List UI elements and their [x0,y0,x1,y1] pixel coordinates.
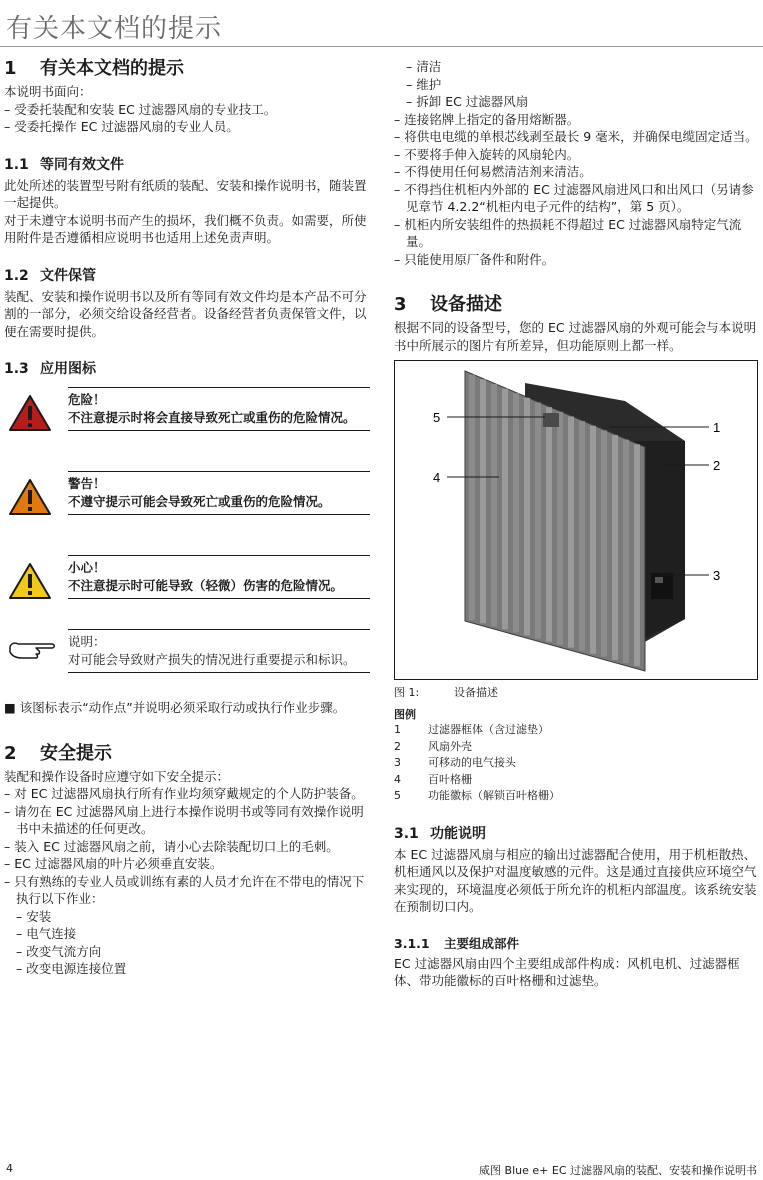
sub-list-item: – 改变电源连接位置 [16,961,127,976]
list-item: – 机柜内所安装组件的热损耗不得超过 EC 过滤器风扇特定气流量。 [394,216,742,249]
louvre-slat [546,407,552,641]
louvre-slat [579,421,585,651]
louvre-slat [612,435,618,660]
pointing-hand-icon [8,636,56,662]
legend-title: 图例 [394,708,416,721]
warning-title: 警告！ [68,476,106,491]
danger-warning-icon [8,394,52,432]
louvre-slat [513,393,519,632]
callout-5: 5 [433,410,441,425]
caution-text: 不注意提示时可能导致（轻微）伤害的危险情况。 [68,577,344,593]
louvre-slat [535,403,541,639]
section-3-heading: 3 设备描述 [394,294,502,315]
louvre-slat [568,416,574,647]
section-3-paragraph: 根据不同的设备型号，您的 EC 过滤器风扇的外观可能会与本说明书中所展示的图片有所差异，但功能原则上都一样。 [394,320,757,353]
figure-1-caption: 图 1: 设备描述 [394,686,498,699]
section-1-1-paragraph-2: 对于未遵守本说明书而产生的损坏，我们概不负责。如需要，所使用附件是否遵循相应说明书也适用上述免责声明。 [4,212,367,245]
list-item: – 请勿在 EC 过滤器风扇上进行本操作说明书或等同有效操作说明书中未描述的任何更改。 [4,803,364,836]
warning-text: 不遵守提示可能会导致死亡或重伤的危险情况。 [68,493,331,509]
section-1-list [4,101,370,136]
section-3-1-paragraph: 本 EC 过滤器风扇与相应的输出过滤器配合使用，用于机柜散热、机柜通风以及保护对温度敏感的元件。这是通过直接供应环境空气来实现的，环境温度必须低于所允许的机柜内部温度。该系统安装在预制切口内。 [394,846,757,914]
legend-row: 2 风扇外壳 [394,739,472,753]
action-point-description: ■ 该图标表示“动作点”并说明必须采取行动或执行作业步骤。 [4,700,346,715]
louvre-slat [502,389,508,630]
list-item: – 受委托操作 EC 过滤器风扇的专业人员。 [4,119,239,134]
section-3-1-heading: 3.1 功能说明 [394,825,486,842]
list-item: – 连接铭牌上指定的备用熔断器。 [394,111,580,127]
list-item: – 不得挡住机柜内外部的 EC 过滤器风扇进风口和出风口（另请参见章节 4.2.2“机柜内电子元件的结构”，第 5 页）。 [394,181,754,214]
louvre-slat [634,444,640,666]
louvre-slat [623,440,629,663]
warning-icon [8,478,52,516]
legend-row: 3 可移动的电气接头 [394,756,516,769]
sub-list-item: – 电气连接 [16,926,77,941]
sub-list-item: – 清洁 [406,59,442,74]
callout-1: 1 [713,420,721,435]
page-header-title: 有关本文档的提示 [6,14,223,44]
section-3-1-1-paragraph: EC 过滤器风扇由四个主要组成部件构成：风机电机、过滤器框体、带功能徽标的百叶格栅和过滤垫。 [394,955,740,988]
danger-text: 不注意提示时将会直接导致死亡或重伤的危险情况。 [68,409,356,425]
list-item: – 不得使用任何易燃清洁剂来清洁。 [394,164,592,179]
callout-3: 3 [713,568,721,583]
section-1-3-heading: 1.3 应用图标 [4,361,96,377]
list-item: – 只有熟练的专业人员或训练有素的人员才允许在不带电的情况下执行以下作业： [4,873,365,906]
callout-4: 4 [433,470,441,485]
section-1-1-paragraph-1: 此处所述的装置型号附有纸质的装配、安装和操作说明书，随装置一起提供。 [4,177,367,210]
sub-list-item: – 维护 [406,76,442,92]
danger-title: 危险！ [68,392,106,407]
callout-2: 2 [713,458,721,473]
section-2-list [4,785,370,978]
list-item: – EC 过滤器风扇的叶片必须垂直安装。 [4,856,223,871]
left-column [4,58,370,978]
section-2-list-continued [394,58,758,268]
list-item: – 对 EC 过滤器风扇执行所有作业均须穿戴规定的个人防护装备。 [4,786,364,801]
filter-fan-illustration [395,361,757,679]
legend-row: 1 过滤器框体（含过滤垫） [394,723,549,736]
section-1-2-heading: 1.2 文件保管 [4,267,96,284]
louvre-slat [491,384,497,626]
louvre-slat [590,426,596,654]
section-1-heading: 1 有关本文档的提示 [4,58,184,79]
warning-box [68,471,370,515]
list-item: – 装入 EC 过滤器风扇之前，请小心去除装配切口上的毛刺。 [4,838,339,854]
sub-list-item: – 改变气流方向 [16,943,102,959]
sub-list-item: – 安装 [16,908,52,924]
section-1-2-paragraph: 装配、安装和操作说明书以及所有等同有效文件均是本产品不可分割的一部分，必须交给设备经营者。设备经营者负责保管文件，以便在需要时提供。 [4,288,367,339]
louvre-slat [480,379,486,623]
section-2-heading: 2 安全提示 [4,742,112,764]
caution-box [68,555,370,599]
section-3-1-1-heading: 3.1.1 主要组成部件 [394,935,520,951]
list-item: – 不要将手伸入旋转的风扇轮内。 [394,146,580,162]
right-column [394,58,758,990]
figure-1-box [394,360,758,680]
list-item: – 只能使用原厂备件和附件。 [394,251,555,267]
louvre-slat [601,430,607,656]
section-1-1-heading: 1.1 等同有效文件 [4,156,124,173]
footer-page-number: 4 [6,1162,13,1175]
legend-row: 4 百叶格栅 [394,772,472,786]
caution-icon [8,562,52,600]
legend-row: 5 功能徽标（解锁百叶格栅） [394,789,560,802]
list-item: – 受委托装配和安装 EC 过滤器风扇的专业技工。 [4,101,277,117]
sub-list-item: – 拆卸 EC 过滤器风扇 [406,94,529,109]
caution-title: 小心！ [68,560,106,575]
note-title: 说明： [68,634,106,649]
danger-box [68,387,370,431]
louvre-slat [557,412,563,645]
list-item: – 将供电电缆的单根芯线剥至最长 9 毫米，并确保电缆固定适当。 [394,129,758,144]
section-2-intro: 装配和操作设备时应遵守如下安全提示： [4,768,230,784]
note-box [68,629,370,673]
footer-document-title: 威图 Blue e+ EC 过滤器风扇的装配、安装和操作说明书 [479,1164,757,1177]
header-rule [0,46,763,47]
louvre-slat [524,398,530,635]
section-1-intro: 本说明书面向： [4,84,92,99]
note-text: 对可能会导致财产损失的情况进行重要提示和标识。 [68,651,356,667]
louvre-slat [469,375,475,620]
